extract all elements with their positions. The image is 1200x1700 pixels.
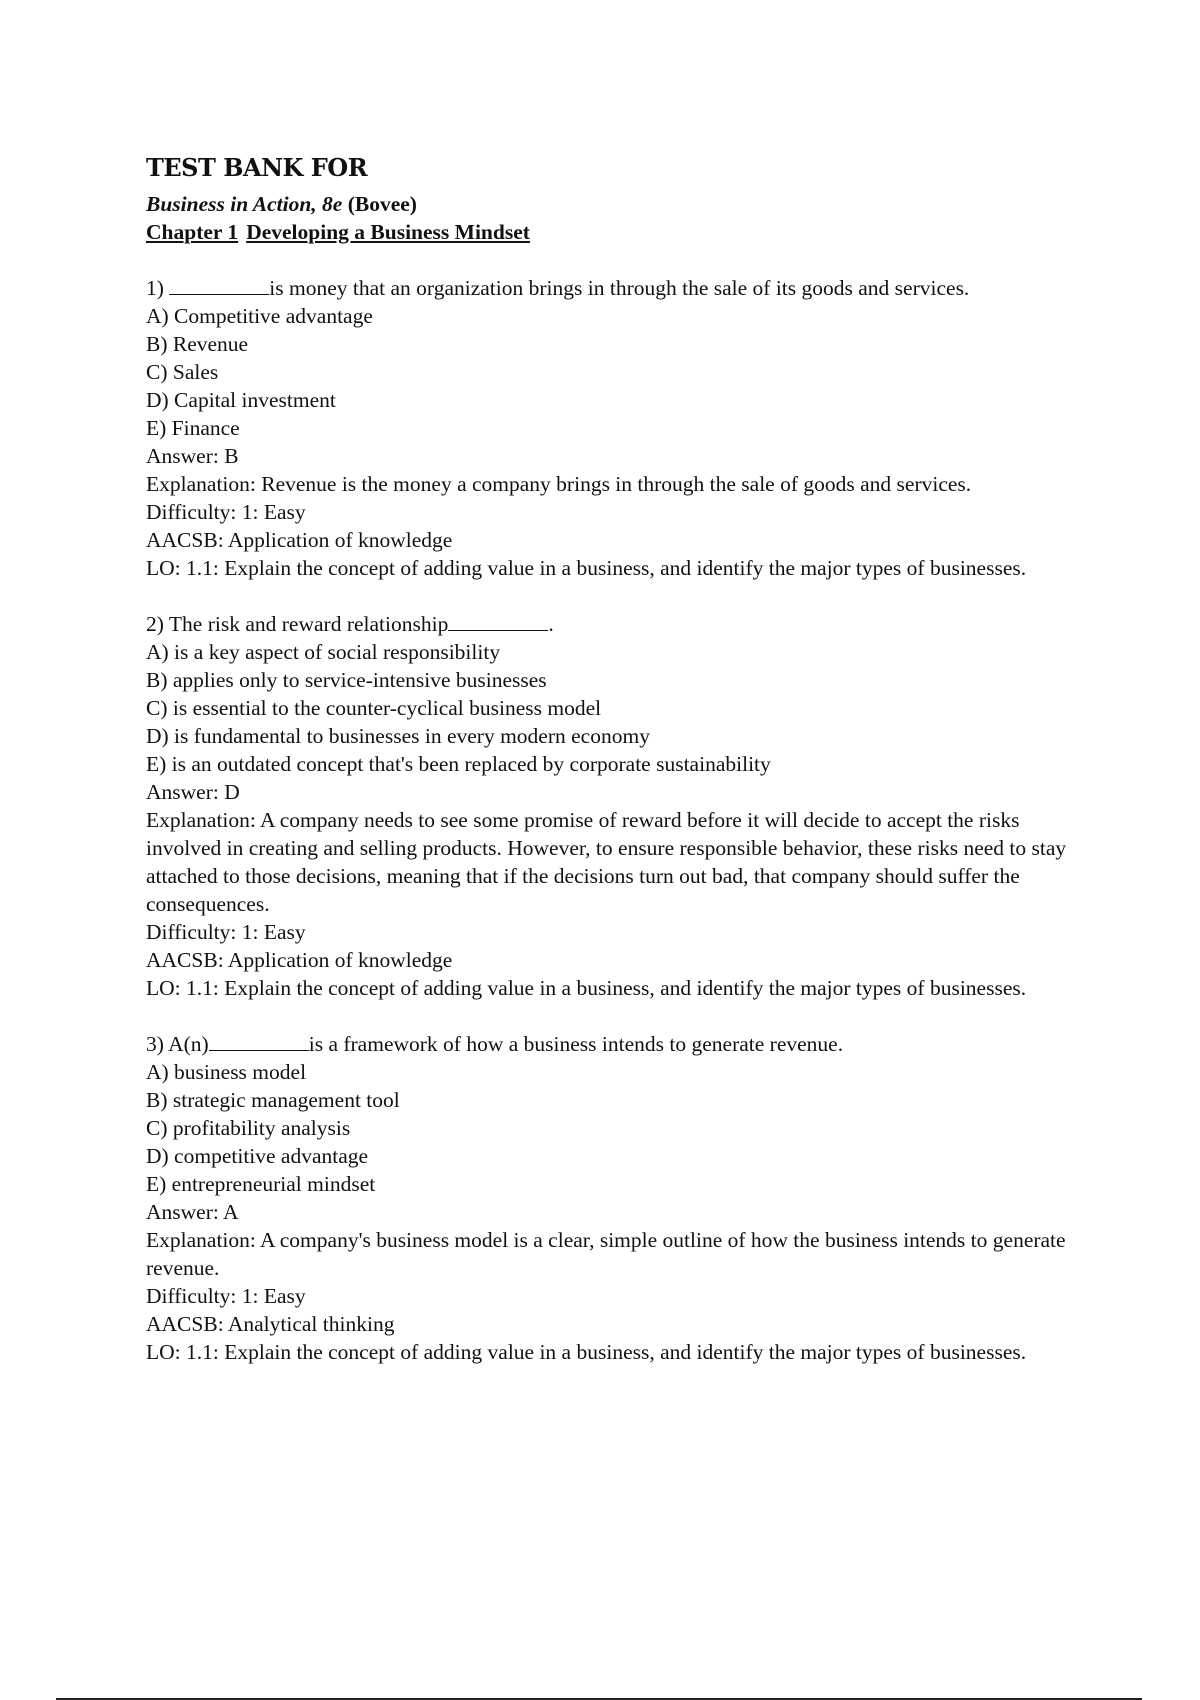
option-e: E) is an outdated concept that's been replaced by corporate sustainability [146,752,771,776]
answer: Answer: A [146,1200,239,1224]
answer-blank [209,1030,309,1051]
option-d: D) competitive advantage [146,1144,369,1168]
question-text: The risk and reward relationship [168,612,449,636]
question-number: 3) [146,1032,164,1056]
chapter-heading [146,218,1106,246]
question-text-end: is a framework of how a business intends to generate revenue. [308,1032,844,1056]
question-stem [146,610,1106,638]
option-a: A) Competitive advantage [146,304,373,328]
option-c: C) Sales [146,360,219,384]
difficulty: Difficulty: 1: Easy [146,920,306,944]
learning-objective: LO: 1.1: Explain the concept of adding value in a business, and identify the major types of businesses. [146,976,1027,1000]
learning-objective: LO: 1.1: Explain the concept of adding value in a business, and identify the major types of businesses. [146,1340,1027,1364]
answer: Answer: B [146,444,239,468]
option-b: B) Revenue [146,332,249,356]
question-3 [146,1030,1106,1366]
explanation: Explanation: A company needs to see some promise of reward before it will decide to accept the risks involved in creating and selling products. However, to ensure responsible behavior, these risks need to stay attached to those decisions, meaning that if the decisions turn out bad, that company should suffer the consequences. [146,808,1067,916]
difficulty: Difficulty: 1: Easy [146,1284,306,1308]
option-e: E) Finance [146,416,240,440]
option-d: D) Capital investment [146,388,336,412]
option-a: A) business model [146,1060,307,1084]
chapter-label: Chapter 1 [146,220,239,244]
option-d: D) is fundamental to businesses in every modern economy [146,724,650,748]
answer-blank [448,610,548,631]
option-b: B) applies only to service-intensive businesses [146,668,547,692]
answer: Answer: D [146,780,240,804]
question-text: is money that an organization brings in through the sale of its goods and services. [269,276,970,300]
book-reference [146,190,1106,218]
question-number: 2) [146,612,164,636]
explanation: Explanation: Revenue is the money a company brings in through the sale of goods and services. [146,472,972,496]
question-2 [146,610,1106,1002]
explanation: Explanation: A company's business model is a clear, simple outline of how the business intends to generate revenue. [146,1228,1066,1280]
question-text-end: . [548,612,554,636]
chapter-name: Developing a Business Mindset [246,220,530,244]
question-1 [146,274,1106,582]
learning-objective: LO: 1.1: Explain the concept of adding value in a business, and identify the major types of businesses. [146,556,1027,580]
aacsb: AACSB: Analytical thinking [146,1312,395,1336]
option-c: C) is essential to the counter-cyclical business model [146,696,602,720]
document-content [146,150,1106,1366]
question-number: 1) [146,276,164,300]
aacsb: AACSB: Application of knowledge [146,528,453,552]
option-e: E) entrepreneurial mindset [146,1172,376,1196]
aacsb: AACSB: Application of knowledge [146,948,453,972]
question-text: A(n) [168,1032,209,1056]
option-c: C) profitability analysis [146,1116,351,1140]
answer-blank [169,274,269,295]
option-a: A) is a key aspect of social responsibility [146,640,501,664]
question-stem [146,1030,1106,1058]
difficulty: Difficulty: 1: Easy [146,500,306,524]
document-title: TEST BANK FOR [146,153,368,182]
option-b: B) strategic management tool [146,1088,400,1112]
book-author: (Bovee) [347,192,417,216]
book-title: Business in Action, 8e [146,192,343,216]
question-stem [146,274,1106,302]
